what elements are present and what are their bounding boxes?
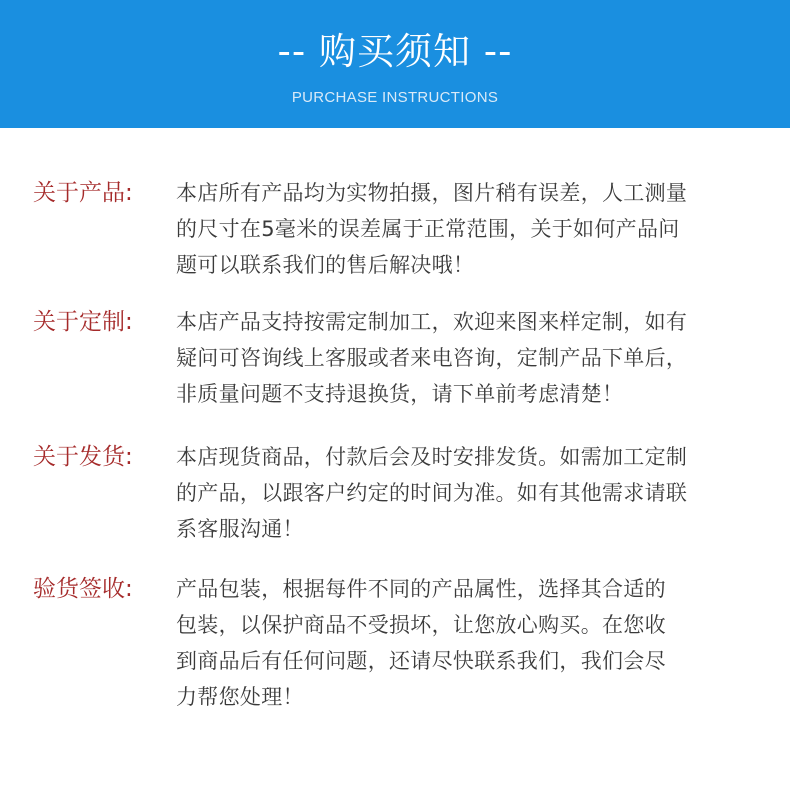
text-line: 力帮您处理！ <box>176 685 304 709</box>
text-line: 本店所有产品均为实物拍摄，图片稍有误差，人工测量 <box>176 181 688 205</box>
text-line: 的尺寸在5毫米的误差属于正常范围，关于如何产品问 <box>176 217 680 241</box>
page-subtitle: PURCHASE INSTRUCTIONS <box>291 89 499 106</box>
text-line: 非质量问题不支持退换货，请下单前考虑清楚！ <box>176 382 624 406</box>
section-text <box>176 571 758 715</box>
section-text <box>176 439 758 547</box>
text-line: 本店现货商品，付款后会及时安排发货。如需加工定制 <box>176 445 688 469</box>
section-text <box>176 304 758 412</box>
section-label: 关于产品: <box>33 180 133 206</box>
text-line: 的产品，以跟客户约定的时间为准。如有其他需求请联 <box>176 481 688 505</box>
text-line: 系客服沟通！ <box>176 517 304 541</box>
section-label: 关于定制: <box>33 309 133 335</box>
text-line: 产品包装，根据每件不同的产品属性，选择其合适的 <box>176 577 666 601</box>
text-line: 包装，以保护商品不受损坏，让您放心购买。在您收 <box>176 613 666 637</box>
text-line: 到商品后有任何问题，还请尽快联系我们，我们会尽 <box>176 649 666 673</box>
section-label: 验货签收: <box>33 576 133 602</box>
section-label: 关于发货: <box>33 444 133 470</box>
text-line: 本店产品支持按需定制加工，欢迎来图来样定制，如有 <box>176 310 688 334</box>
text-line: 疑问可咨询线上客服或者来电咨询，定制产品下单后， <box>176 346 688 370</box>
page-title: -- 购买须知 -- <box>277 30 513 73</box>
section-text <box>176 175 758 283</box>
text-line: 题可以联系我们的售后解决哦！ <box>176 253 475 277</box>
